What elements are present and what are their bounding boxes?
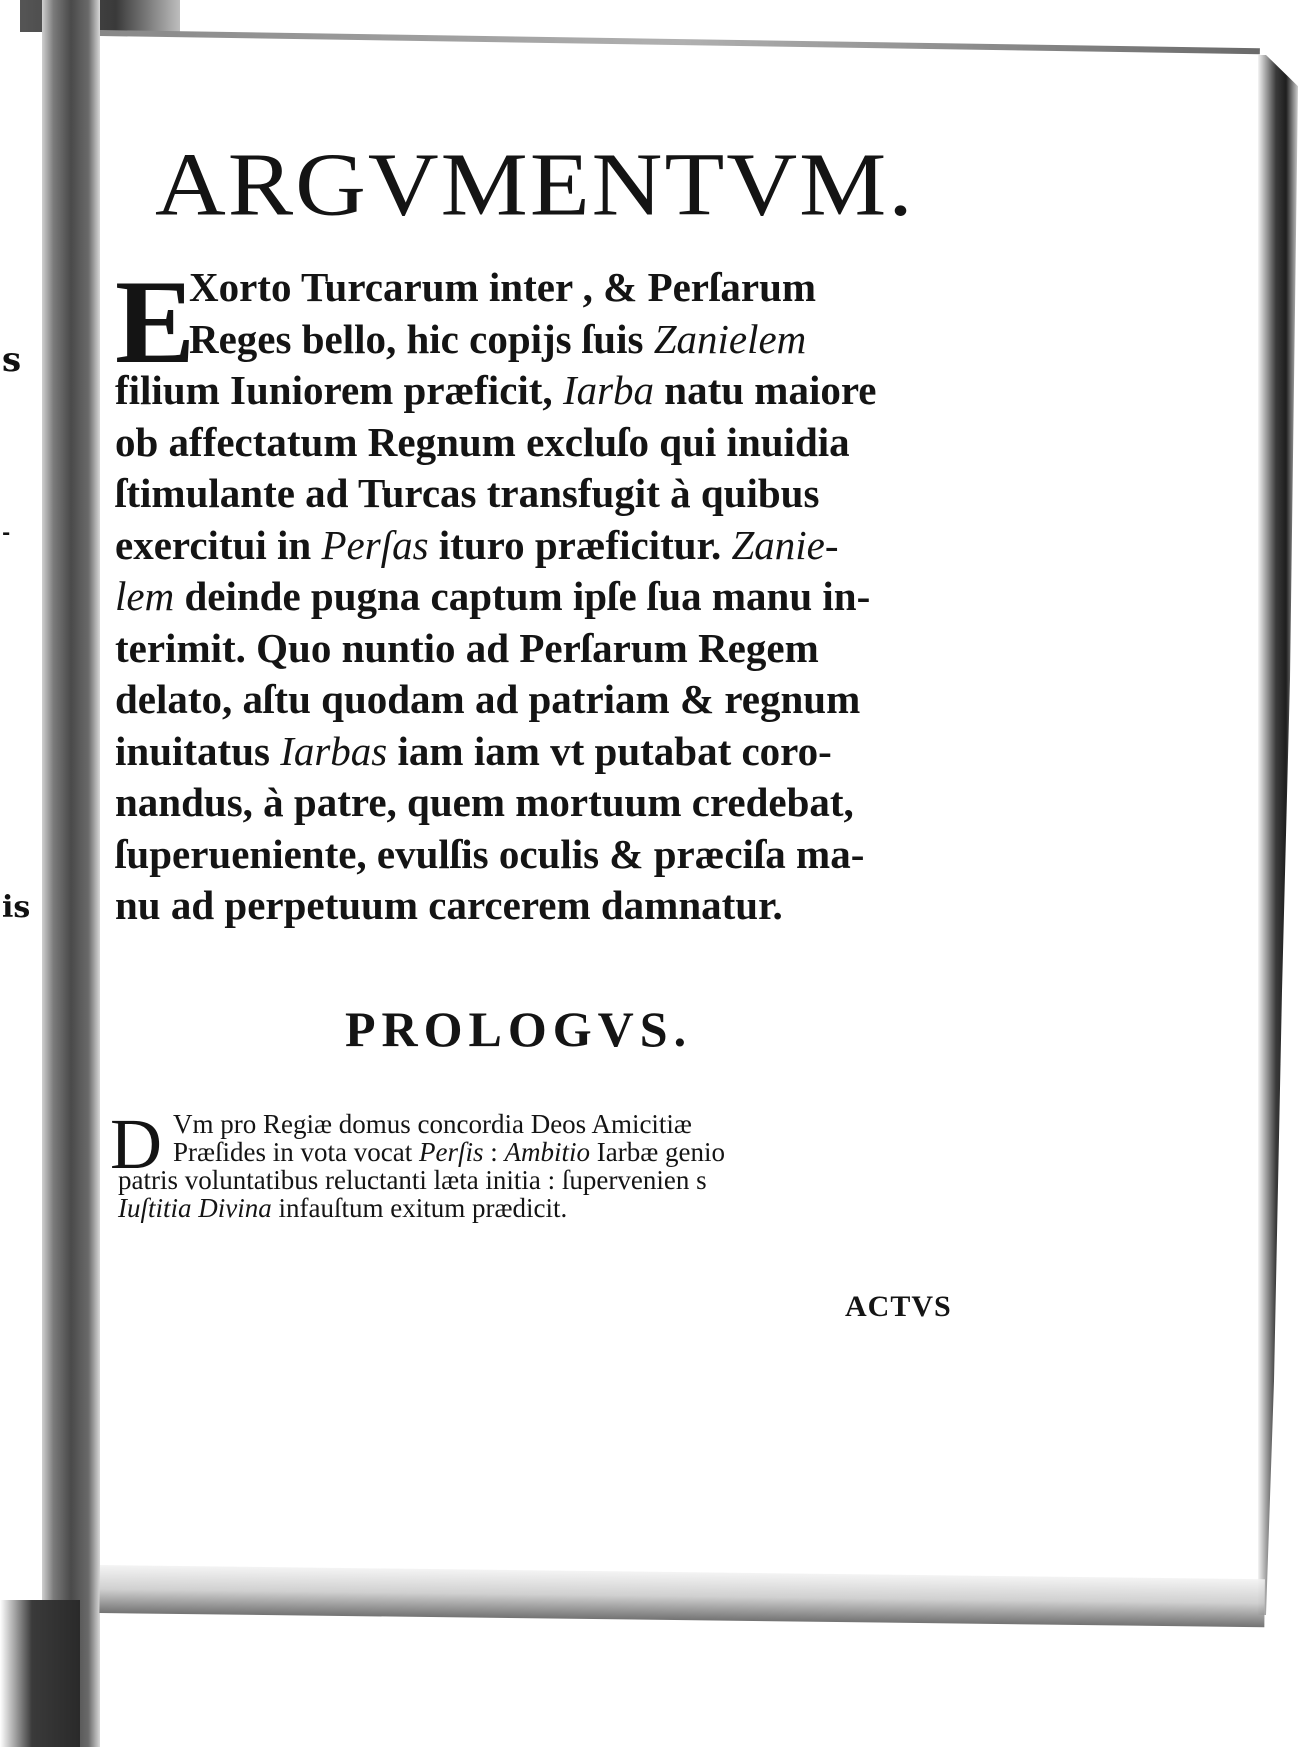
italic-name: Perſas	[321, 521, 429, 568]
text-line	[118, 1138, 988, 1166]
italic-name: Zanie-	[731, 521, 839, 568]
page-right-edge	[1258, 55, 1298, 1615]
text-run: delato, aſtu quodam ad patriam & regnum	[115, 676, 861, 722]
text-run: patris voluntatibus reluctanti læta initia : ſupervenien s	[118, 1165, 707, 1195]
text-line	[115, 829, 1000, 881]
page-top-edge	[100, 30, 1260, 54]
text-line	[115, 365, 1000, 417]
italic-name: lem	[115, 573, 175, 619]
text-run: nandus, à patre, quem mortuum credebat,	[115, 779, 854, 825]
text-run: iam iam vt putabat coro-	[387, 727, 832, 774]
facing-page-fragment: s	[2, 340, 22, 380]
page-title: ARGVMENTVM.	[155, 135, 915, 235]
text-run: Vm pro Regiæ domus concordia Deos Amicitiæ	[173, 1109, 692, 1139]
text-run: Præſides in vota vocat	[173, 1137, 419, 1167]
italic-name: Perſis	[418, 1137, 484, 1167]
facing-page-fragment: -	[2, 520, 11, 544]
text-line	[115, 314, 1000, 366]
text-run: natu maiore	[654, 367, 877, 413]
text-line	[115, 520, 1000, 572]
text-line	[118, 1166, 988, 1194]
facing-page-fragment: is	[2, 890, 31, 925]
section-heading: PROLOGVS.	[345, 1001, 693, 1057]
text-line	[115, 674, 1000, 726]
text-run: exercitui in	[115, 521, 322, 568]
text-line	[115, 777, 1000, 829]
text-run: :	[483, 1137, 505, 1167]
text-run: deinde pugna captum ipſe ſua manu in-	[174, 573, 871, 619]
text-line	[115, 571, 1000, 623]
text-run: filium Iuniorem præficit,	[115, 367, 563, 413]
text-line	[118, 1110, 988, 1138]
text-run: Xorto Turcarum inter , & Perſarum	[189, 264, 817, 310]
italic-name: Ambitio	[504, 1137, 590, 1167]
catchword: ACTVS	[845, 1290, 952, 1323]
text-run: ſtimulante ad Turcas transfugit à quibus	[115, 470, 820, 516]
binding-shadow-bottom	[0, 1600, 80, 1747]
text-line	[115, 880, 1000, 932]
text-run: ſuperueniente, evulſis oculis & præciſa ma-	[115, 830, 865, 877]
prologus-paragraph	[118, 1110, 988, 1222]
text-line	[115, 726, 1000, 778]
argumentum-paragraph	[115, 255, 1000, 932]
italic-name: Zanielem	[653, 315, 807, 362]
drop-cap: D	[110, 1104, 162, 1184]
italic-name: Iarbas	[280, 727, 388, 774]
text-run: inuitatus	[115, 727, 281, 774]
text-run: terimit. Quo nuntio ad Perſarum Regem	[115, 624, 819, 671]
text-line	[118, 1194, 988, 1222]
text-run: ituro præficitur.	[428, 521, 732, 568]
page-bottom-edge	[99, 1565, 1264, 1627]
text-run: Reges bello, hic copijs ſuis	[189, 315, 654, 362]
text-line	[115, 417, 1000, 469]
book-spine-shadow	[42, 0, 100, 1747]
text-run: nu ad perpetuum carcerem damnatur.	[115, 882, 783, 928]
text-line	[115, 262, 1000, 314]
text-run: ob affectatum Regnum excluſo qui inuidia	[115, 418, 850, 465]
text-line	[115, 623, 1000, 675]
drop-cap: E	[115, 255, 196, 388]
italic-name: Iuſtitia Divina	[118, 1193, 272, 1223]
text-run: infauſtum exitum prædicit.	[271, 1193, 568, 1223]
italic-name: Iarba	[562, 367, 655, 413]
text-run: Iarbæ genio	[589, 1137, 725, 1167]
text-line	[115, 468, 1000, 520]
